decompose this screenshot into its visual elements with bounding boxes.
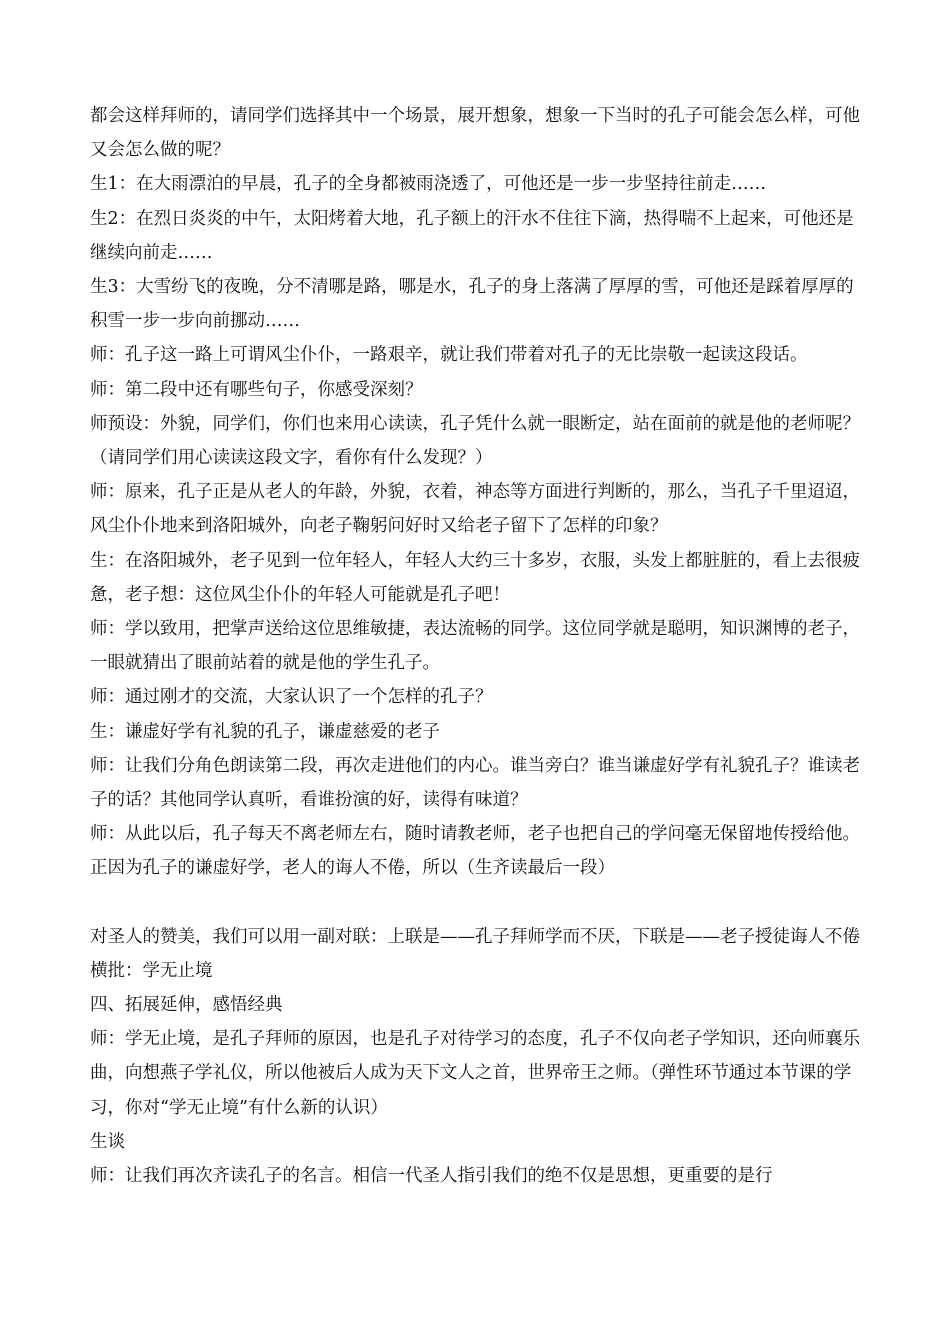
paragraph: 对圣人的赞美，我们可以用一副对联：上联是——孔子拜师学而不厌，下联是——老子授徒诲人不倦 横批：学无止境 bbox=[90, 926, 895, 981]
paragraph: 生：在洛阳城外，老子见到一位年轻人，年轻人大约三十多岁，衣服，头发上都脏脏的，看上去很疲惫，老子想：这位风尘仆仆的年轻人可能就是孔子吧！ bbox=[90, 550, 860, 605]
blank-line bbox=[90, 886, 862, 920]
paragraph: 师：从此以后，孔子每天不离老师左右，随时请教老师，老子也把自己的学问毫无保留地传授给他。正因为孔子的谦虚好学，老人的诲人不倦，所以（生齐读最后一段） bbox=[90, 824, 860, 879]
paragraph: 师：学无止境，是孔子拜师的原因，也是孔子对待学习的态度，孔子不仅向老子学知识，还向师襄乐曲，向想燕子学礼仪，所以他被后人成为天下文人之首，世界帝王之师。（弹性环节通过本节课的学习，你对“学无止境”有什么新的认识） bbox=[90, 1029, 860, 1118]
paragraph: 师：让我们再次齐读孔子的名言。相信一代圣人指引我们的绝不仅是思想，更重要的是行 bbox=[90, 1166, 773, 1187]
paragraph: 生2：在烈日炎炎的中午，太阳烤着大地，孔子额上的汗水不住往下滴，热得喘不上起来，可他还是继续向前走…… bbox=[90, 208, 854, 263]
paragraph: 师：孔子这一路上可谓风尘仆仆，一路艰辛，就让我们带着对孔子的无比崇敬一起读这段话。 bbox=[90, 345, 808, 366]
paragraph: 生3：大雪纷飞的夜晚，分不清哪是路，哪是水，孔子的身上落满了厚厚的雪，可他还是踩着厚厚的积雪一步一步向前挪动…… bbox=[90, 277, 854, 332]
document-body bbox=[90, 99, 895, 1193]
paragraph: 师：通过刚才的交流，大家认识了一个怎样的孔子？ bbox=[90, 687, 493, 708]
paragraph: 生：谦虚好学有礼貌的孔子，谦虚慈爱的老子 bbox=[90, 721, 440, 742]
paragraph: 师：原来，孔子正是从老人的年龄，外貌，衣着，神态等方面进行判断的，那么，当孔子千里迢迢，风尘仆仆地来到洛阳城外，向老子鞠躬问好时又给老子留下了怎样的印象？ bbox=[90, 482, 860, 537]
paragraph: 师：让我们分角色朗读第二段，再次走进他们的内心。谁当旁白？谁当谦虚好学有礼貌孔子？谁读老子的话？其他同学认真听，看谁扮演的好，读得有味道？ bbox=[90, 755, 860, 811]
section-heading: 四、拓展延伸，感悟经典 bbox=[90, 995, 283, 1016]
paragraph: 生谈 bbox=[90, 1131, 125, 1152]
paragraph: 师：学以致用，把掌声送给这位思维敏捷，表达流畅的同学。这位同学就是聪明，知识渊博的老子，一眼就猜出了眼前站着的就是他的学生孔子。 bbox=[90, 619, 860, 674]
paragraph: 生1：在大雨漂泊的早晨，孔子的全身都被雨浇透了，可他还是一步一步坚持往前走…… bbox=[90, 174, 767, 195]
paragraph: 师：第二段中还有哪些句子，你感受深刻？ bbox=[90, 379, 423, 400]
paragraph: 师预设：外貌，同学们，你们也来用心读读，孔子凭什么就一眼断定，站在面前的就是他的老师呢？（请同学们用心读读这段文字，看你有什么发现？） bbox=[90, 413, 860, 469]
paragraph: 都会这样拜师的，请同学们选择其中一个场景，展开想象，想象一下当时的孔子可能会怎么样，可他又会怎么做的呢？ bbox=[90, 106, 860, 161]
